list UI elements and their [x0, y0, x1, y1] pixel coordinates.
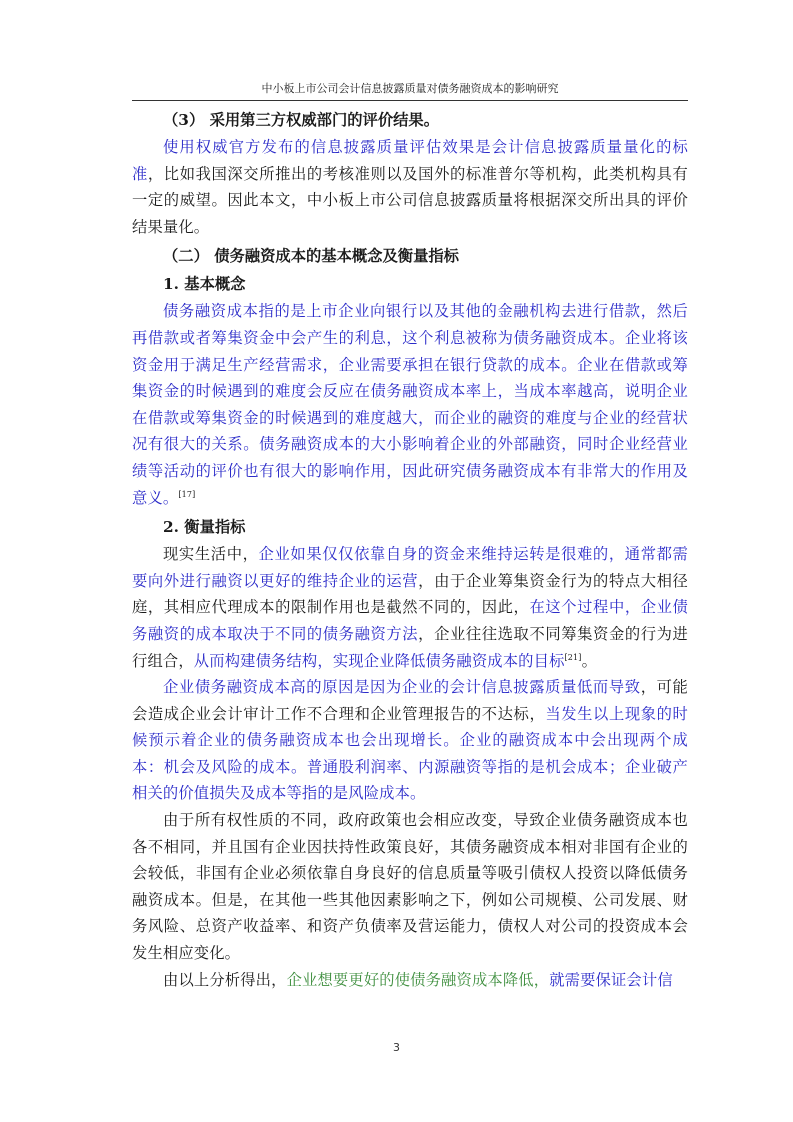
- paragraph-measurement-2: [132, 674, 688, 807]
- citation-ref: [21]: [564, 652, 582, 662]
- text-run: ，由于企业筹集资金行为的特点大相径庭，其相应代理成本的限制作用也是截然不同的，因此，: [132, 571, 688, 617]
- text-run: 从而构建债务结构，实现企业降低债务融资成本的目标: [193, 651, 565, 670]
- text-run: 由以上分析得出，: [163, 970, 287, 989]
- heading-section-2: （二） 债务融资成本的基本概念及衡量指标: [163, 247, 459, 266]
- text-run: ，比如我国深交所推出的考核准则以及国外的标准普尔等机构，此类机构具有一定的威望。因此本文，中小板上市公司信息披露质量将根据深交所出具的评价结果量化。: [132, 164, 688, 236]
- text-run: 现实生活中，: [163, 545, 259, 564]
- text-run: 由于所有权性质的不同，政府政策也会相应改变，导致企业债务融资成本也各不相同，并且国有企业因扶持性政策良好，其债务融资成本相对非国有企业的会较低，非国有企业必须依靠自身良好的信息质量等吸引债权人投资以降低债务融资成本。但是，在其他一些其他因素影响之下，例如公司规模、公司发展、财务风险、总资产收益率、和资产负债率及营运能力，债权人对公司的投资成本会发生相应变化。: [132, 811, 688, 963]
- text-run: 当发生以上现象的时候预示着企业的债务融资成本也会出现增长。企业的融资成本中会出现两个成本：机会及风险的成本。普通股利润率、内源融资等指的是机会成本；企业破产相关的价值损失及成本等指的是风险成本。: [132, 704, 688, 803]
- running-header: 中小板上市公司会计信息披露质量对债务融资成本的影响研究: [261, 82, 559, 95]
- paragraph-conclusion: [132, 967, 688, 994]
- paragraph-method-3: [132, 134, 688, 240]
- heading-method-3: （3） 采用第三方权威部门的评价结果。: [163, 111, 440, 129]
- text-run: 企业如果仅仅依靠自身的资金来维持运转是很难的，通常都需要向外进行融资以更好的维持企业的运营: [132, 545, 688, 590]
- text-run: 。: [581, 651, 598, 670]
- citation-ref: [17]: [178, 489, 196, 499]
- paragraph-measurement-1: [132, 541, 688, 674]
- text-run: 就需要保证会计信: [549, 970, 673, 989]
- paragraph-measurement-3: [132, 807, 688, 967]
- paragraph-basic-concept: [132, 298, 688, 511]
- heading-basic-concept: 1. 基本概念: [163, 275, 246, 294]
- heading-measurement: 2. 衡量指标: [163, 518, 246, 537]
- header-divider: [132, 100, 688, 101]
- text-run: 在这个过程中，企业债务融资的成本取决于不同的债务融资方法: [132, 598, 688, 643]
- text-run: ，企业往往选取不同筹集资金的行为进行组合，: [132, 624, 688, 670]
- text-run: 使用权威官方发布的信息披露质量评估效果是会计信息披露质量量化的标准: [132, 138, 688, 183]
- text-run: 企业债务融资成本高的原因是因为企业的会计信息披露质量低而导致: [163, 678, 641, 697]
- text-run: 债务融资成本指的是上市企业向银行以及其他的金融机构去进行借款，然后再借款或者筹集资金中会产生的利息，这个利息被称为债务融资成本。企业将该资金用于满足生产经营需求，企业需要承担在银行贷款的成本。企业在借款或筹集资金的时候遇到的难度会反应在债务融资成本率上，当成本率越高，说明企业在借款或筹集资金的时候遇到的难度越大，而企业的融资的难度与企业的经营状况有很大的关系。债务融资成本的大小影响着企业的外部融资，同时企业经营业绩等活动的评价也有很大的影响作用，因此研究债务融资成本有非常大的作用及意义。: [132, 302, 688, 507]
- text-run: 企业想要更好的使债务融资成本降低，: [286, 970, 550, 989]
- page-number: 3: [393, 1041, 400, 1054]
- page-body: [132, 106, 688, 993]
- text-run: ，可能会造成企业会计审计工作不合理和企业管理报告的不达标，: [132, 678, 688, 723]
